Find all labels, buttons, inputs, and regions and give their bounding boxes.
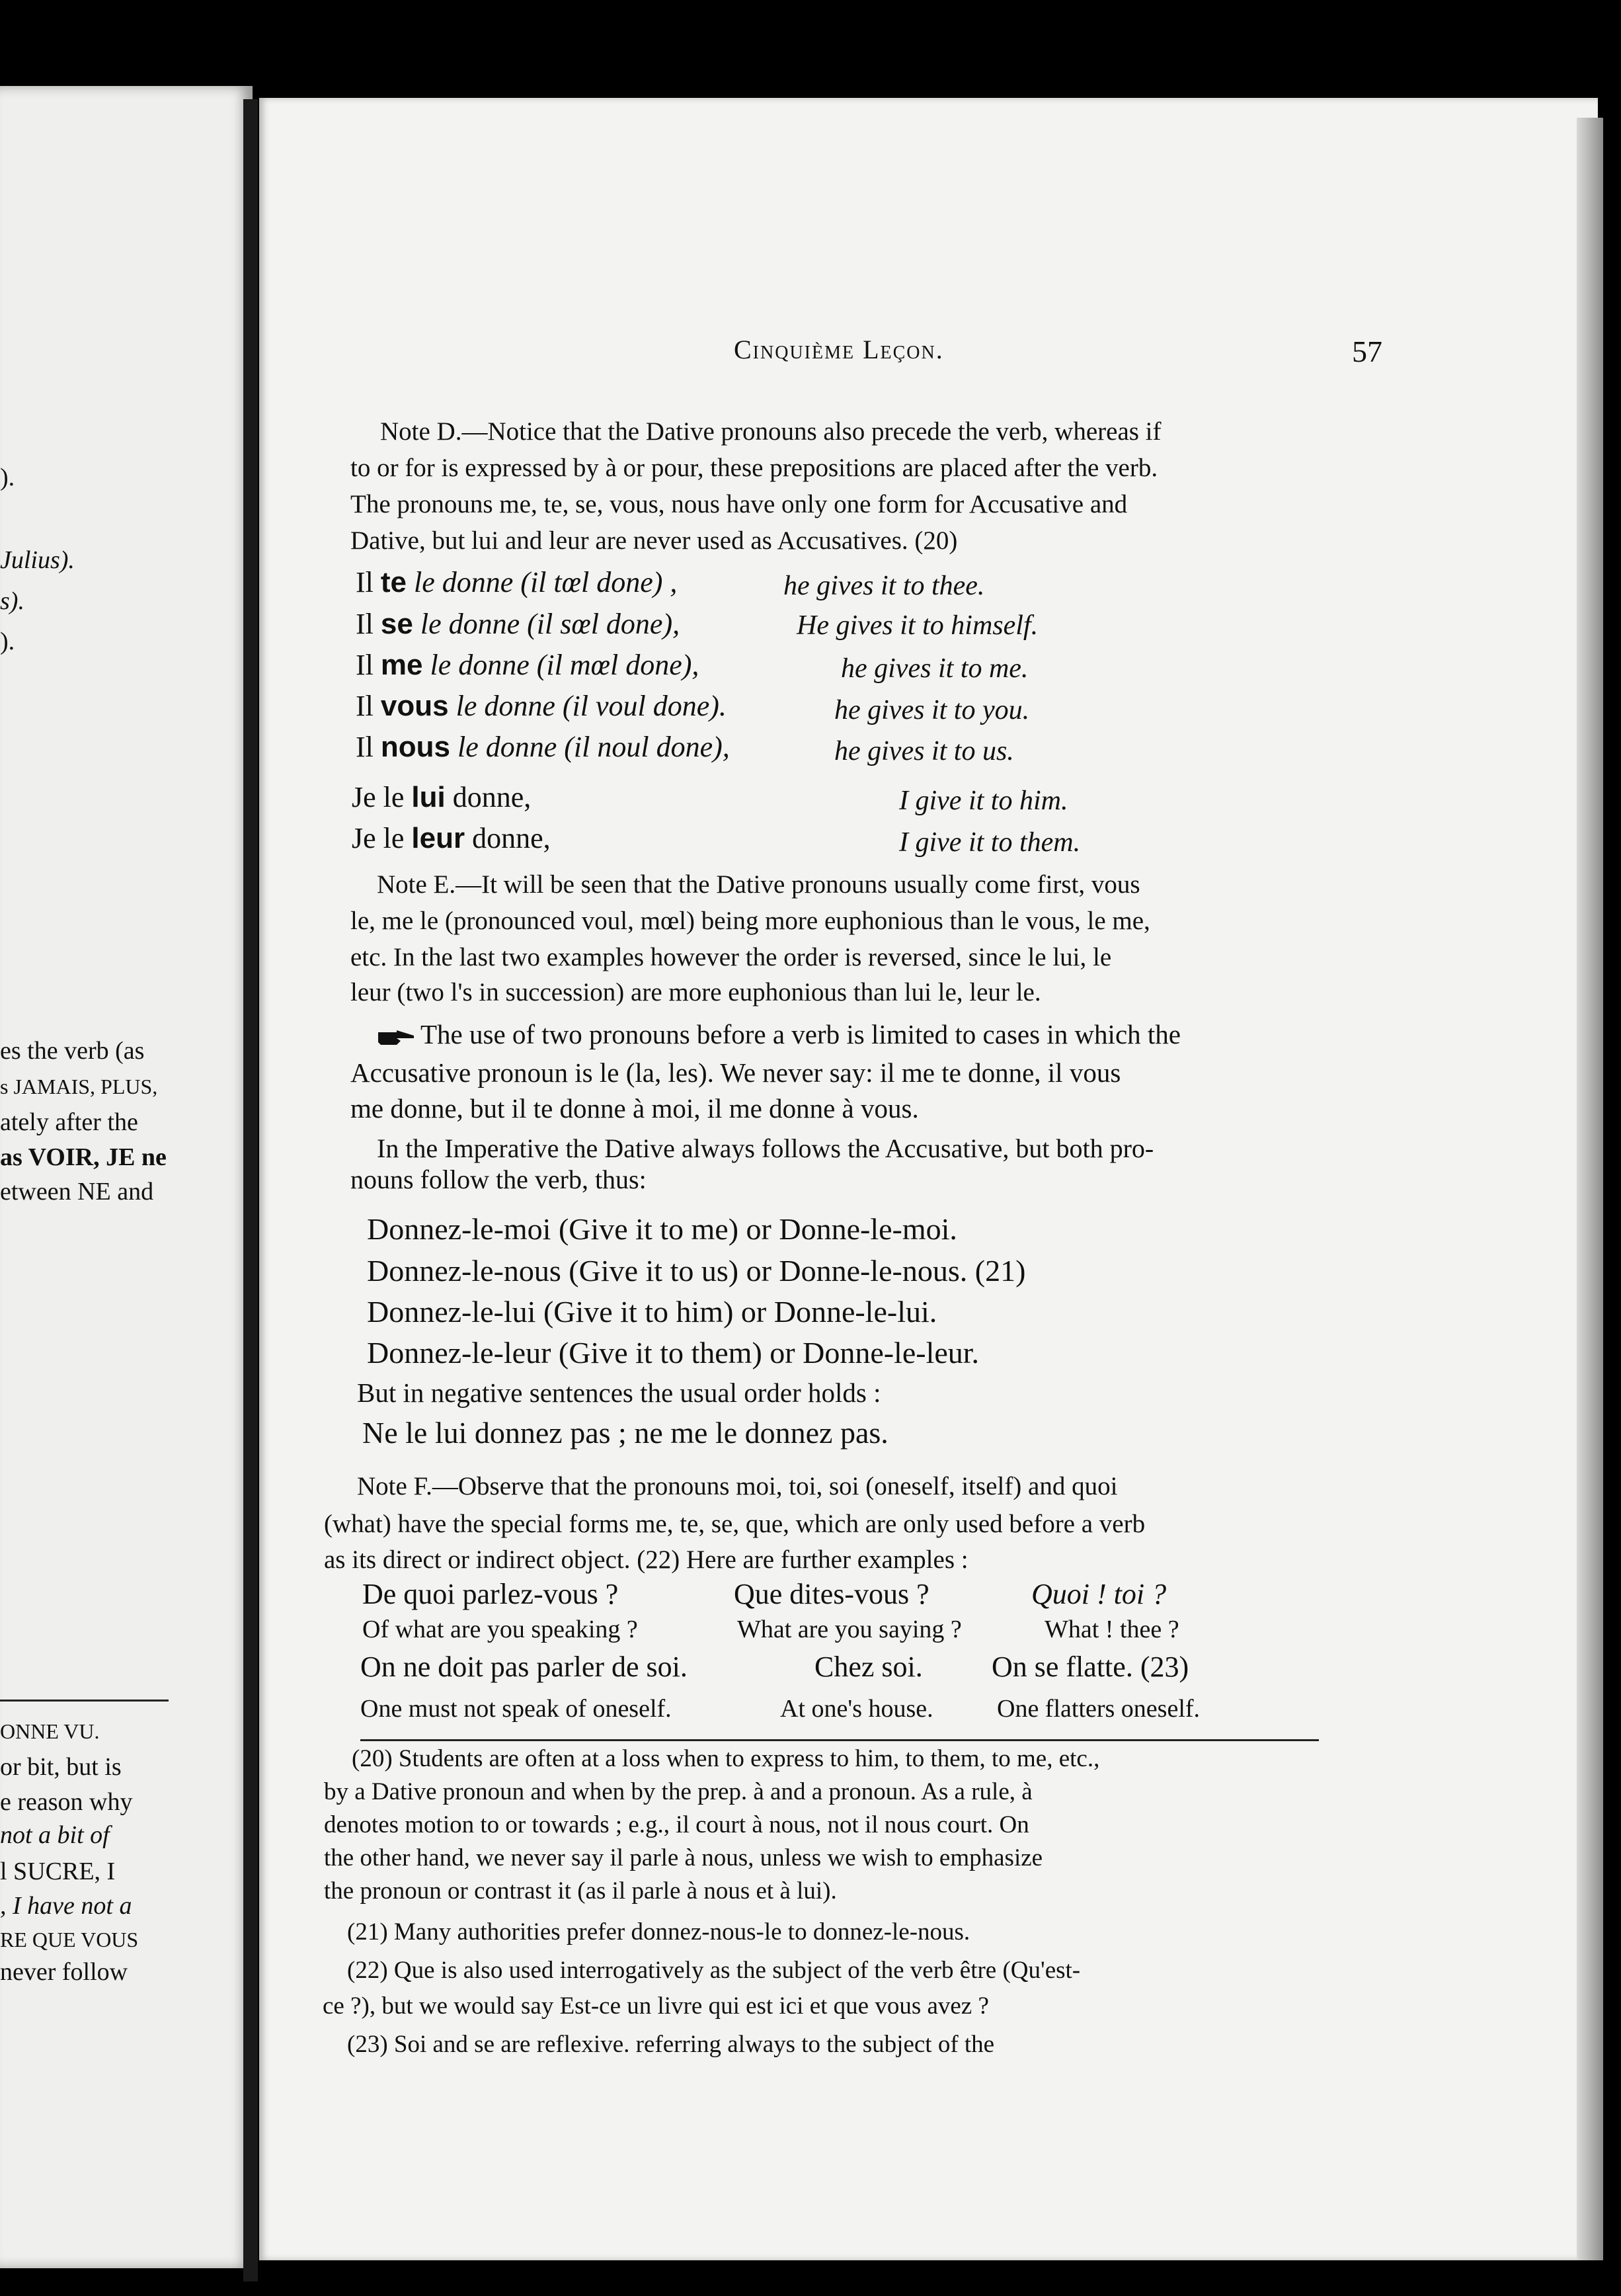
imperative-example: Donnez-le-leur (Give it to them) or Donne-le-leur. (367, 1336, 980, 1370)
note-f-line: (what) have the special forms me, te, se, que, which are only used before a verb (324, 1510, 1146, 1538)
example-translation: he gives it to us. (834, 736, 1014, 766)
left-page-fragment: es the verb (as (0, 1037, 145, 1065)
left-page-fragment: ). (0, 628, 15, 655)
left-page-fragment: not a bit of (0, 1821, 110, 1849)
left-page-fragment: as VOIR, JE ne (0, 1143, 167, 1171)
imperative-example: Donnez-le-nous (Give it to us) or Donne-le-nous. (21) (367, 1254, 1026, 1288)
footnote-22-line: ce ?), but we would say Est-ce un livre qui est ici et que vous avez ? (323, 1992, 989, 2020)
left-page-fragment: e reason why (0, 1788, 133, 1816)
example-translation: he gives it to me. (841, 653, 1029, 684)
further-example-translation: What ! thee ? (1045, 1616, 1179, 1643)
example-row: Je le leur donne, (352, 822, 551, 854)
footnote-20-line: by a Dative pronoun and when by the prep. à and a pronoun. As a rule, à (324, 1778, 1033, 1805)
further-example: Quoi ! toi ? (1031, 1578, 1167, 1610)
note-e-line: etc. In the last two examples however the order is reversed, since le lui, le (350, 943, 1112, 971)
page-number: 57 (1352, 335, 1382, 368)
note-d-line: Note D.—Notice that the Dative pronouns also precede the verb, whereas if (380, 417, 1162, 446)
pointer-note-line: Accusative pronoun is le (la, les). We never say: il me te donne, il vous (350, 1057, 1121, 1088)
pointer-note-line: The use of two pronouns before a verb is limited to cases in which the (377, 1018, 1181, 1050)
example-row: Il se le donne (il sœl done), (356, 608, 680, 640)
example-translation: he gives it to thee. (783, 571, 985, 601)
left-page-fragment: Julius). (0, 546, 75, 574)
example-translation: I give it to him. (899, 786, 1068, 816)
note-e-line: leur (two l's in succession) are more euphonious than lui le, leur le. (350, 978, 1041, 1006)
note-e-line: le, me le (pronounced voul, mœl) being more euphonious than le vous, le me, (350, 907, 1150, 935)
footnote-20-line: (20) Students are often at a loss when to express to him, to them, to me, etc., (352, 1745, 1100, 1772)
further-example: On se flatte. (23) (992, 1651, 1189, 1683)
imperative-example: Donnez-le-lui (Give it to him) or Donne-le-lui. (367, 1295, 937, 1329)
example-row: Il te le donne (il tœl done) , (356, 566, 678, 598)
left-page-fragment: s). (0, 587, 24, 615)
note-f-line: Note F.—Observe that the pronouns moi, toi, soi (oneself, itself) and quoi (357, 1472, 1118, 1500)
left-page-fragment: , I have not a (0, 1892, 132, 1920)
left-page-fragment: ately after the (0, 1108, 138, 1136)
example-row: Il vous le donne (il voul done). (356, 690, 727, 722)
left-page-rule (0, 1700, 169, 1702)
left-page-fragment: never follow (0, 1958, 128, 1986)
pointer-note-line: me donne, but il te donne à moi, il me donne à vous. (350, 1093, 919, 1124)
negative-intro: But in negative sentences the usual order holds : (357, 1377, 881, 1408)
further-example-translation: At one's house. (780, 1695, 933, 1723)
example-row: Je le lui donne, (352, 781, 532, 813)
further-example-translation: One flatters oneself. (997, 1695, 1201, 1723)
footnote-22-line: (22) Que is also used interrogatively as the subject of the verb être (Qu'est- (347, 1957, 1081, 1984)
left-page-fragment: ONNE VU. (0, 1719, 100, 1743)
footnote-rule (360, 1739, 1319, 1741)
previous-page (0, 86, 253, 2268)
example-row: Il nous le donne (il noul done), (356, 731, 730, 763)
note-d-line: Dative, but lui and leur are never used as Accusatives. (20) (350, 526, 958, 555)
further-example-translation: One must not speak of oneself. (360, 1695, 672, 1723)
footnote-20-line: the other hand, we never say il parle à nous, unless we wish to emphasize (324, 1844, 1043, 1871)
left-page-fragment: ). (0, 464, 15, 491)
page-edge (1577, 118, 1603, 2260)
example-translation: He gives it to himself. (797, 610, 1039, 641)
further-example-translation: What are you saying ? (737, 1616, 962, 1643)
further-example-translation: Of what are you speaking ? (362, 1616, 638, 1643)
left-page-fragment: or bit, but is (0, 1753, 122, 1781)
pointing-hand-icon (377, 1029, 415, 1046)
further-example: Que dites-vous ? (734, 1578, 929, 1610)
note-f-line: as its direct or indirect object. (22) Here are further examples : (324, 1545, 969, 1574)
negative-example: Ne le lui donnez pas ; ne me le donnez pas. (362, 1416, 889, 1450)
footnote-23: (23) Soi and se are reflexive. referring always to the subject of the (347, 2031, 995, 2058)
further-example: Chez soi. (814, 1651, 923, 1683)
note-e-line: Note E.—It will be seen that the Dative pronouns usually come first, vous (377, 870, 1140, 899)
imperative-example: Donnez-le-moi (Give it to me) or Donne-le-moi. (367, 1212, 957, 1246)
left-page-fragment: s JAMAIS, PLUS, (0, 1075, 158, 1098)
footnote-21: (21) Many authorities prefer donnez-nous-le to donnez-le-nous. (347, 1918, 970, 1946)
imperative-line: nouns follow the verb, thus: (350, 1165, 647, 1194)
example-translation: he gives it to you. (834, 695, 1030, 725)
further-example: De quoi parlez-vous ? (362, 1578, 619, 1610)
footnote-20-line: denotes motion to or towards ; e.g., il court à nous, not il nous court. On (324, 1811, 1029, 1838)
book-gutter (243, 99, 258, 2281)
left-page-fragment: RE QUE VOUS (0, 1928, 139, 1951)
example-translation: I give it to them. (899, 827, 1081, 858)
running-head: Cinquième Leçon. (734, 335, 944, 364)
footnote-20-line: the pronoun or contrast it (as il parle à nous et à lui). (324, 1877, 837, 1905)
left-page-fragment: etween NE and (0, 1178, 154, 1206)
note-d-line: to or for is expressed by à or pour, these prepositions are placed after the verb. (350, 454, 1158, 482)
further-example: On ne doit pas parler de soi. (360, 1651, 688, 1683)
note-d-line: The pronouns me, te, se, vous, nous have only one form for Accusative and (350, 490, 1128, 518)
left-page-fragment: l SUCRE, I (0, 1858, 116, 1885)
imperative-line: In the Imperative the Dative always follows the Accusative, but both pro- (377, 1133, 1154, 1163)
example-row: Il me le donne (il mœl done), (356, 649, 699, 681)
